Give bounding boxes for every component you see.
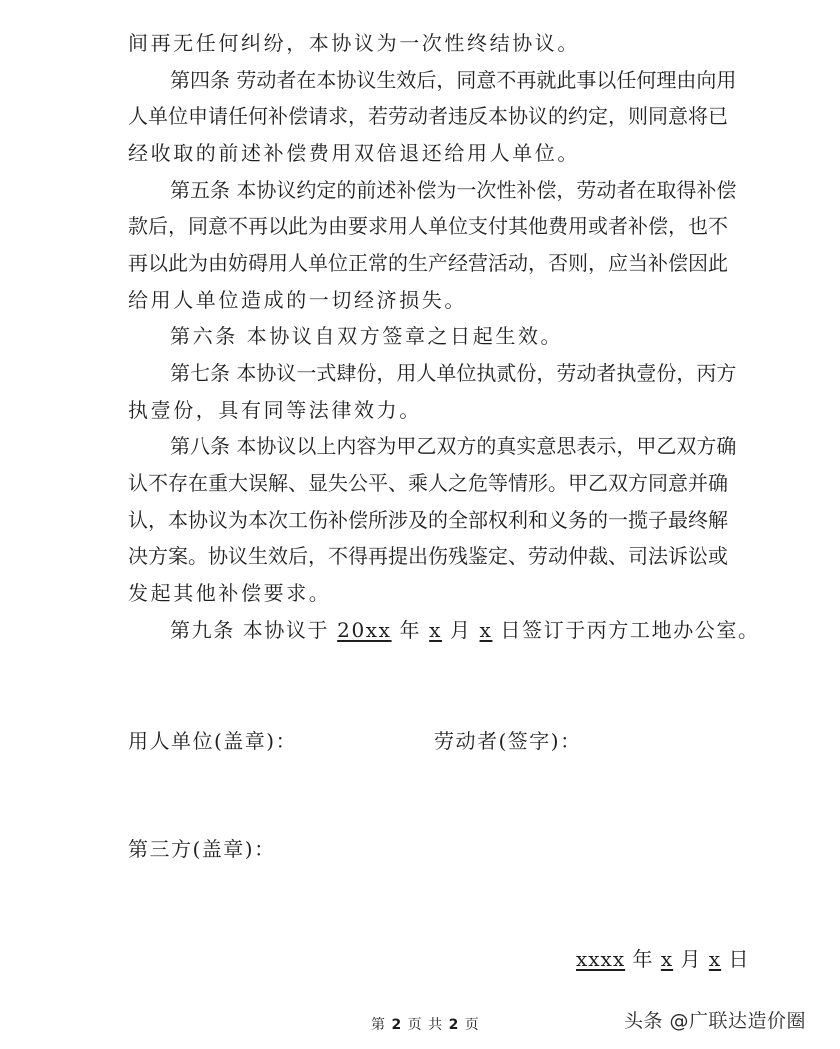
paragraph-line: 发起其他补偿要求。 — [128, 581, 332, 605]
signing-day-blank: x — [479, 618, 493, 642]
date-month-blank: x — [660, 947, 674, 971]
article-9-prefix: 第九条 本协议于 — [170, 618, 330, 642]
paragraph-line: 认，本协议为本次工伤补偿所涉及的全部权利和义务的一揽子最终解 — [128, 508, 728, 532]
employer-seal-label: 用人单位(盖章)： — [128, 729, 298, 753]
paragraph-line: 第七条 本协议一式肆份，用人单位执贰份，劳动者执壹份，丙方 — [170, 361, 737, 385]
current-page-number: 2 — [391, 1017, 403, 1033]
month-unit: 月 — [449, 618, 472, 642]
date-year-blank: xxxx — [576, 947, 626, 971]
paragraph-line: 第八条 本协议以上内容为甲乙双方的真实意思表示，甲乙双方确 — [170, 434, 737, 458]
date-day-blank: x — [708, 947, 722, 971]
footer-middle: 页 共 — [407, 1017, 444, 1033]
source-watermark: 头条 @广联达造价圈 — [624, 1010, 807, 1032]
third-party-seal-label: 第三方(盖章)： — [128, 837, 276, 861]
day-and-place-text: 日签订于丙方工地办公室。 — [500, 618, 760, 642]
signing-year-blank: 20xx — [337, 618, 392, 642]
date-line — [576, 947, 749, 971]
footer-prefix: 第 — [371, 1017, 386, 1033]
date-month-unit: 月 — [680, 947, 702, 971]
paragraph-line: 再以此为由妨碍用人单位正常的生产经营活动，否则，应当补偿因此 — [128, 251, 728, 275]
page-number-footer — [371, 1016, 480, 1034]
paragraph-line: 决方案。协议生效后，不得再提出伤残鉴定、劳动仲裁、司法诉讼或 — [128, 544, 728, 568]
paragraph-line: 经收取的前述补偿费用双倍退还给用人单位。 — [128, 141, 580, 165]
paragraph-line: 第五条 本协议约定的前述补偿为一次性补偿，劳动者在取得补偿 — [170, 178, 737, 202]
paragraph-line: 人单位申请任何补偿请求，若劳动者违反本协议的约定，则同意将已 — [128, 104, 728, 128]
paragraph-line: 认不存在重大误解、显失公平、乘人之危等情形。甲乙双方同意并确 — [128, 471, 728, 495]
footer-suffix: 页 — [464, 1017, 480, 1033]
paragraph-line: 给用人单位造成的一切经济损失。 — [128, 288, 467, 312]
paragraph-line: 款后，同意不再以此为由要求用人单位支付其他费用或者补偿，也不 — [128, 214, 728, 238]
date-year-unit: 年 — [632, 947, 654, 971]
article-9-line — [170, 618, 760, 642]
paragraph-line: 执壹份，具有同等法律效力。 — [128, 398, 422, 422]
paragraph-line: 第四条 劳动者在本协议生效后，同意不再就此事以任何理由向用 — [170, 68, 737, 92]
year-unit: 年 — [399, 618, 422, 642]
date-day-unit: 日 — [728, 947, 750, 971]
worker-signature-label: 劳动者(签字)： — [434, 729, 582, 753]
paragraph-line: 第六条 本协议自双方签章之日起生效。 — [170, 324, 564, 348]
signing-month-blank: x — [429, 618, 442, 642]
total-pages-number: 2 — [448, 1017, 460, 1033]
paragraph-line: 间再无任何纠纷，本协议为一次性终结协议。 — [128, 31, 580, 55]
